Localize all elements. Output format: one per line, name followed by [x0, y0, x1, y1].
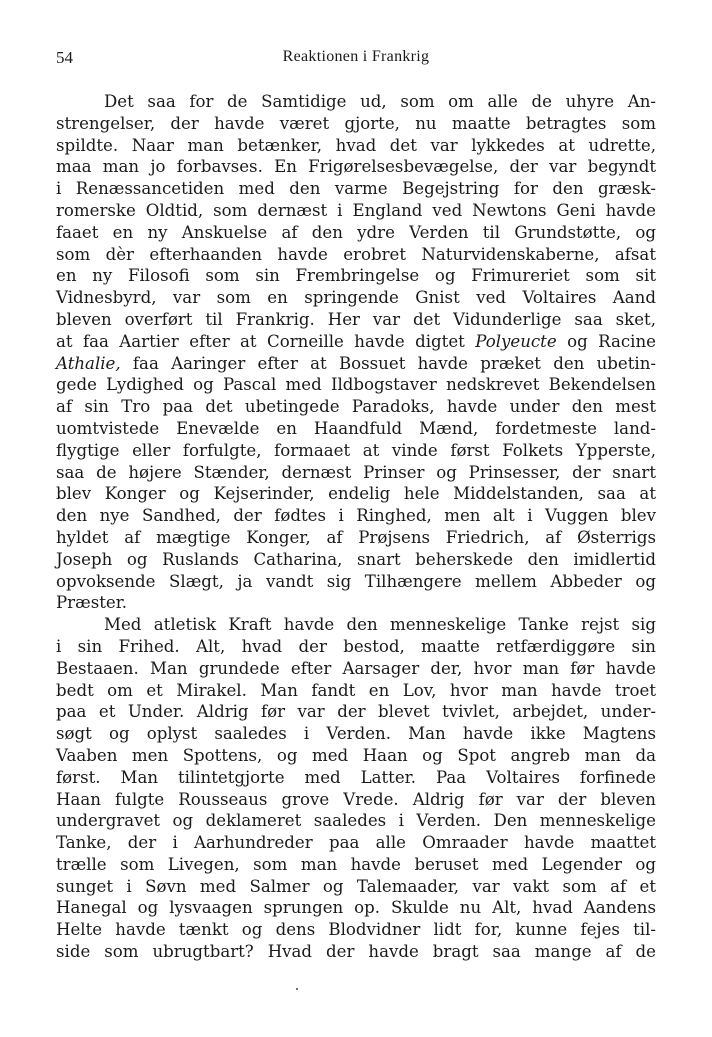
text-line: først. Man tilintetgjorte med Latter. Paa Voltaires forfinede [56, 767, 656, 787]
text-line: opvoksende Slægt, ja vandt sig Tilhængere mellem Abbeder og [56, 571, 656, 591]
page-header [56, 44, 656, 68]
printer-speck [296, 988, 298, 990]
text-line: Det saa for de Samtidige ud, som om alle de uhyre An- [104, 92, 656, 111]
text-line: Bestaaen. Man grundede efter Aarsager der, hvor man før havde [56, 658, 656, 678]
text-line: sunget i Søvn med Salmer og Talemaader, var vakt som af et [56, 876, 656, 896]
text-line: Joseph og Ruslands Catharina, snart beherskede den imidlertid [56, 549, 656, 569]
text-line: Helte havde tænkt og dens Blodvidner lidt for, kunne fejes til- [56, 920, 656, 940]
text-line: side som ubrugtbart? Hvad der havde bragt saa mange af de [56, 942, 656, 962]
text-line: som dèr efterhaanden havde erobret Naturvidenskaberne, afsat [56, 244, 656, 264]
text-line: den nye Sandhed, der fødtes i Ringhed, men alt i Vuggen blev [56, 506, 656, 526]
text-line: uomtvistede Enevælde en Haandfuld Mænd, fordetmeste land- [56, 418, 656, 438]
text-line: saa de højere Stænder, dernæst Prinser og Prinsesser, der snart [56, 462, 656, 482]
book-page [56, 44, 656, 963]
text-line: undergravet og deklameret saaledes i Verden. Den menneskelige [56, 811, 656, 831]
text-line: søgt og oplyst saaledes i Verden. Man havde ikke Magtens [56, 724, 656, 744]
text-line: af sin Tro paa det ubetingede Paradoks, havde under den mest [56, 397, 656, 417]
paragraph-2 [56, 614, 656, 963]
page-number: 54 [56, 48, 73, 67]
text-line: spildte. Naar man betænker, hvad det var lykkedes at udrette, [56, 135, 656, 155]
text-line: blev Konger og Kejserinder, endelig hele Middelstanden, saa at [56, 484, 656, 504]
text-line [56, 331, 656, 353]
text-line: Vidnesbyrd, var som en springende Gnist ved Voltaires Aand [56, 288, 656, 308]
text-line: en ny Filosofi som sin Frembringelse og Frimureriet som sit [56, 266, 656, 286]
paragraph-1 [56, 91, 656, 614]
text-line: Haan fulgte Rousseaus grove Vrede. Aldrig før var der bleven [56, 789, 656, 809]
text-line: trælle som Livegen, som man havde beruset med Legender og [56, 854, 656, 874]
work-title: Polyeucte [475, 331, 557, 351]
text-line: Præster. [56, 593, 128, 613]
text-line: hyldet af mægtige Konger, af Prøjsens Friedrich, af Østerrigs [56, 527, 656, 547]
text-line: flygtige eller forfulgte, formaaet at vinde først Folkets Ypperste, [56, 440, 656, 460]
text-line: Vaaben men Spottens, og med Haan og Spot angreb man da [56, 745, 656, 765]
body-text [56, 91, 656, 963]
text-line: Hanegal og lysvaagen sprungen op. Skulde nu Alt, hvad Aandens [56, 898, 656, 918]
work-title: Athalie, [56, 353, 121, 373]
text-line: bedt om et Mirakel. Man fandt en Lov, hvor man havde troet [56, 680, 656, 700]
text-line [56, 353, 656, 375]
text-line: faaet en ny Anskuelse af den ydre Verden til Grundstøtte, og [56, 222, 656, 242]
text-line: i sin Frihed. Alt, hvad der bestod, maatte retfærdiggøre sin [56, 636, 656, 656]
text-line: bleven overført til Frankrig. Her var det Vidunderlige saa sket, [56, 309, 656, 329]
text-line: Tanke, der i Aarhundreder paa alle Omraader havde maattet [56, 833, 656, 853]
text-line: gede Lydighed og Pascal med Ildbogstaver nedskrevet Bekendelsen [56, 375, 656, 395]
text-segment: at faa Aartier efter at Corneille havde digtet [56, 331, 476, 351]
text-line: strengelser, der havde været gjorte, nu maatte betragtes som [56, 113, 656, 133]
text-line: i Renæssancetiden med den varme Begejstring for den græsk- [56, 179, 656, 199]
text-segment: og Racine [556, 331, 656, 351]
text-line: Med atletisk Kraft havde den menneskelige Tanke rejst sig [104, 615, 656, 635]
running-head: Reaktionen i Frankrig [282, 48, 430, 65]
text-segment: faa Aaringer efter at Bossuet havde præket den ubetin- [120, 353, 656, 373]
text-line: romerske Oldtid, som dernæst i England ved Newtons Geni havde [56, 200, 656, 220]
text-line: paa et Under. Aldrig før var der blevet tvivlet, arbejdet, under- [56, 702, 656, 722]
text-line: maa man jo forbavses. En Frigørelsesbevægelse, der var begyndt [56, 157, 656, 177]
